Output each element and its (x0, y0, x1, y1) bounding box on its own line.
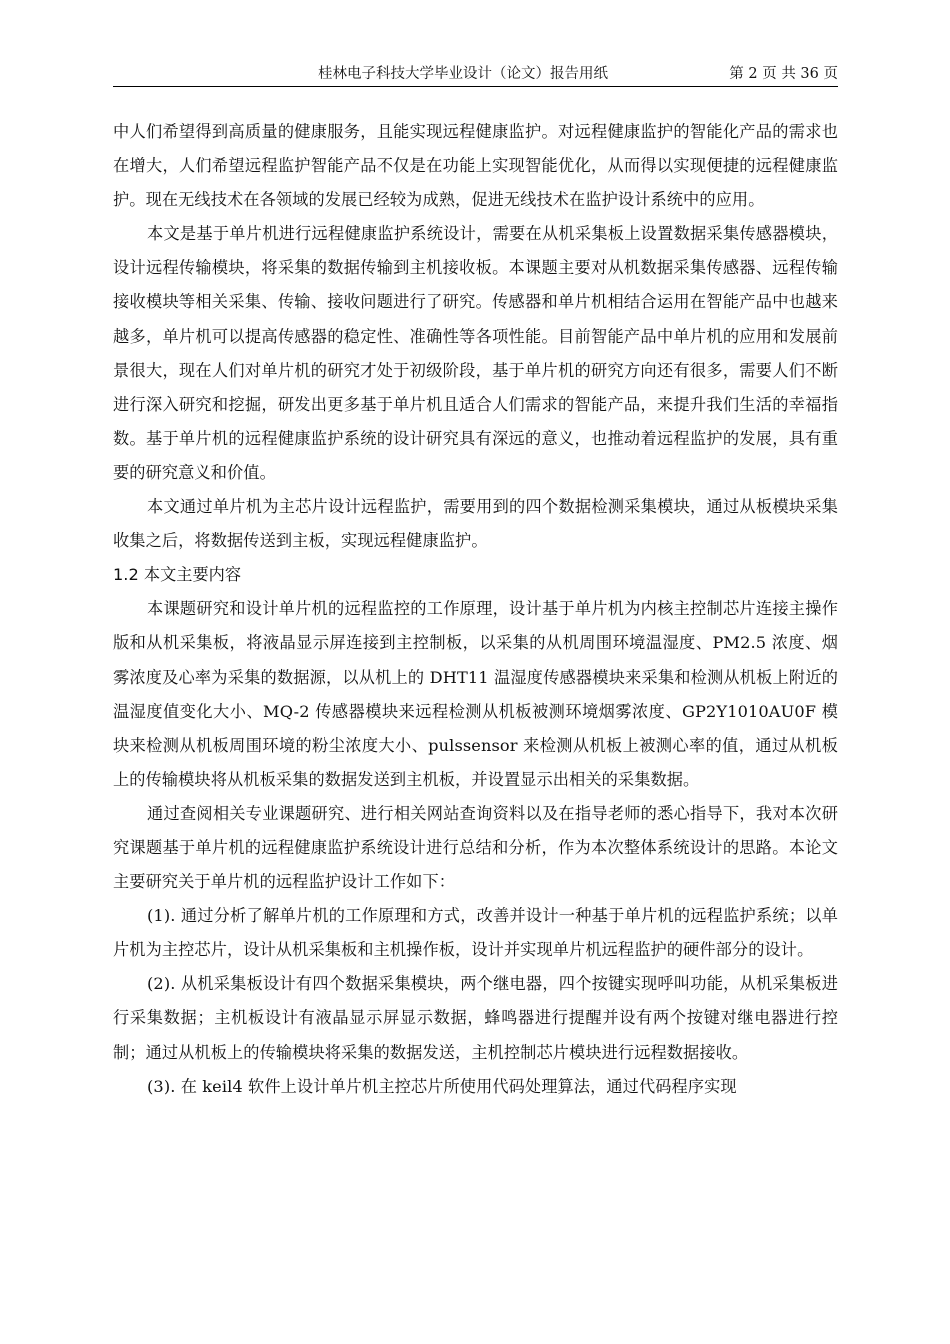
paragraph: 本课题研究和设计单片机的远程监控的工作原理，设计基于单片机为内核主控制芯片连接主操作版和从机采集板，将液晶显示屏连接到主控制板，以采集的从机周围环境温湿度、PM2.5 浓度、烟雾浓度及心率为采集的数据源，以从机上的 DHT11 温湿度传感器模块来采集和检测从机板上附近的温湿度值变化大小、MQ-2 传感器模块来远程检测从机板被测环境烟雾浓度、GP2Y1010AU0F 模块来检测从机板周围环境的粉尘浓度大小、pulssensor 来检测从机板上被测心率的值，通过从机板上的传输模块将从机板采集的数据发送到主机板，并设置显示出相关的采集数据。 (113, 599, 838, 789)
section-heading: 1.2 本文主要内容 (113, 565, 242, 585)
paragraph: 本文通过单片机为主芯片设计远程监护，需要用到的四个数据检测采集模块，通过从板模块采集收集之后，将数据传送到主板，实现远程健康监护。 (113, 497, 838, 551)
list-item-paragraph: (3). 在 keil4 软件上设计单片机主控芯片所使用代码处理算法，通过代码程序实现 (147, 1076, 737, 1096)
paragraph: 通过查阅相关专业课题研究、进行相关网站查询资料以及在指导老师的悉心指导下，我对本次研究课题基于单片机的远程健康监护系统设计进行总结和分析，作为本次整体系统设计的思路。本论文主要研究关于单片机的远程监护设计工作如下： (113, 803, 838, 892)
list-item-paragraph: (2). 从机采集板设计有四个数据采集模块，两个继电器，四个按键实现呼叫功能，从机采集板进行采集数据；主机板设计有液晶显示屏显示数据，蜂鸣器进行提醒并设有两个按键对继电器进行控制；通过从机板上的传输模块将采集的数据发送，主机控制芯片模块进行远程数据接收。 (113, 974, 838, 1062)
page-header (113, 64, 838, 87)
page-number: 第 2 页 共 36 页 (729, 66, 838, 82)
paragraph: 中人们希望得到高质量的健康服务，且能实现远程健康监护。对远程健康监护的智能化产品的需求也在增大，人们希望远程监护智能产品不仅是在功能上实现智能优化，从而得以实现便捷的远程健康监护。现在无线技术在各领域的发展已经较为成熟，促进无线技术在监护设计系统中的应用。 (113, 122, 838, 210)
list-item-paragraph: (1). 通过分析了解单片机的工作原理和方式，改善并设计一种基于单片机的远程监护系统；以单片机为主控芯片，设计从机采集板和主机操作板，设计并实现单片机远程监护的硬件部分的设计。 (113, 906, 838, 960)
header-title: 桂林电子科技大学毕业设计（论文）报告用纸 (318, 66, 608, 82)
paragraph: 本文是基于单片机进行远程健康监护系统设计，需要在从机采集板上设置数据采集传感器模块，设计远程传输模块，将采集的数据传输到主机接收板。本课题主要对从机数据采集传感器、远程传输接收模块等相关采集、传输、接收问题进行了研究。传感器和单片机相结合运用在智能产品中也越来越多，单片机可以提高传感器的稳定性、准确性等各项性能。目前智能产品中单片机的应用和发展前景很大，现在人们对单片机的研究才处于初级阶段，基于单片机的研究方向还有很多，需要人们不断进行深入研究和挖掘，研发出更多基于单片机且适合人们需求的智能产品，来提升我们生活的幸福指数。基于单片机的远程健康监护系统的设计研究具有深远的意义，也推动着远程监护的发展，具有重要的研究意义和价值。 (113, 224, 838, 482)
document-body (113, 115, 838, 1104)
